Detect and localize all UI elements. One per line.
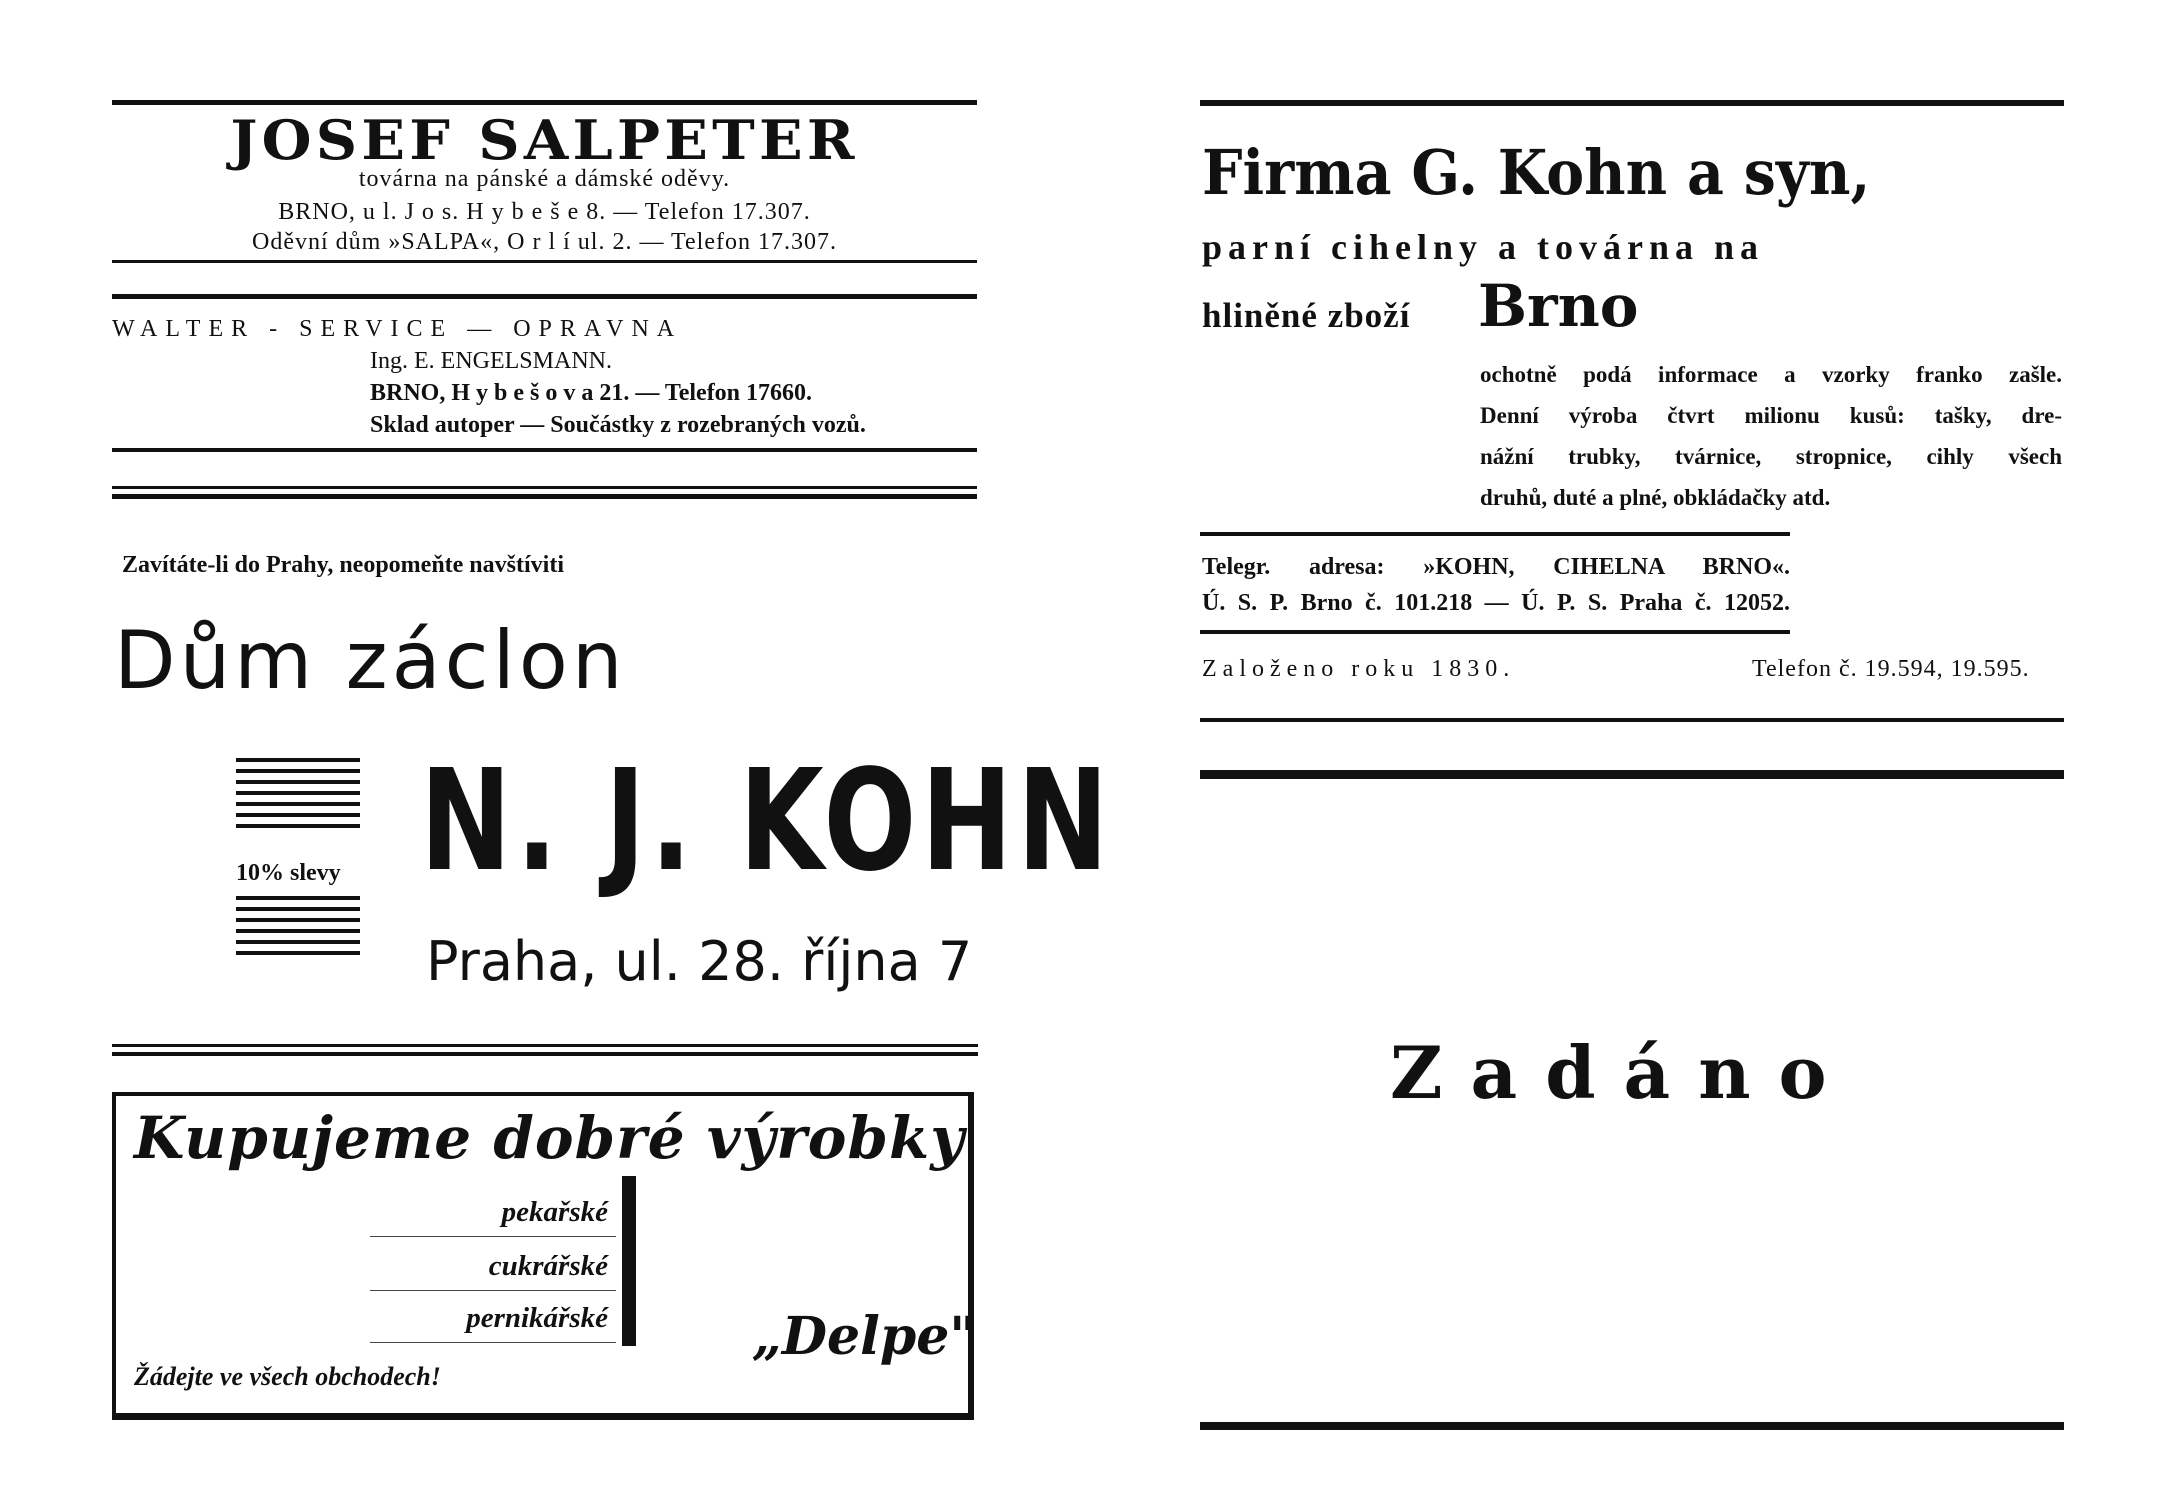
rule-double-2 <box>112 494 977 499</box>
gkohn-desc-2: Denní výroba čtvrt milionu kusů: tašky, dre- <box>1480 403 2062 428</box>
reserved-label: Zadáno <box>1390 1030 1855 1115</box>
gkohn-line-3: hliněné zboží <box>1202 296 1411 335</box>
salpeter-line-2: BRNO, u l. J o s. H y b e š e 8. — Telefon 17.307. <box>278 199 811 225</box>
gkohn-telegram: Telegr. adresa: »KOHN, CIHELNA BRNO«. <box>1202 554 1790 580</box>
gkohn-founded: Založeno roku 1830. <box>1202 656 1516 682</box>
gkohn-title: Firma G. Kohn a syn, <box>1202 136 1871 209</box>
walter-heading: WALTER - SERVICE — OPRAVNA <box>112 316 683 342</box>
delpe-brand: „Delpe" <box>752 1306 977 1367</box>
rule-bottom-right <box>1200 1422 2064 1430</box>
stripes-bottom <box>236 896 360 962</box>
nj-kohn-name: N. J. KOHN <box>420 740 1114 903</box>
kupujeme-separator-2 <box>370 1290 616 1291</box>
salpeter-line-1: továrna na pánské a dámské oděvy. <box>358 166 731 192</box>
walter-line-2: BRNO, H y b e š o v a 21. — Telefon 17660. <box>370 380 813 406</box>
kupujeme-item-1: pekařské <box>501 1196 608 1228</box>
gkohn-desc-4: druhů, duté a plné, obkládačky atd. <box>1480 485 1831 510</box>
gkohn-desc-1: ochotně podá informace a vzorky franko zašle. <box>1480 362 2062 387</box>
rule-gkohn-bottom-1 <box>1200 718 2064 722</box>
gkohn-desc-3: nážní trubky, tvárnice, stropnice, cihly všech <box>1480 444 2062 469</box>
kupujeme-item-3: pernikářské <box>466 1302 608 1334</box>
salpeter-line-3: Oděvní dům »SALPA«, O r l í ul. 2. — Telefon 17.307. <box>252 229 837 255</box>
gkohn-line-2: parní cihelny a továrna na <box>1202 227 1765 267</box>
walter-line-1: Ing. E. ENGELSMANN. <box>370 348 612 374</box>
rule-walter-bottom <box>112 448 977 452</box>
rule-double-1 <box>112 486 977 489</box>
kohn-address: Praha, ul. 28. října 7 <box>426 930 973 993</box>
rule-top-right <box>1200 100 2064 106</box>
gkohn-phone: Telefon č. 19.594, 19.595. <box>1752 656 2030 682</box>
salpeter-title: JOSEF SALPETER <box>230 108 859 172</box>
rule-double-4 <box>112 1052 978 1056</box>
kupujeme-item-2: cukrářské <box>488 1250 608 1282</box>
kohn-intro: Zavítáte-li do Prahy, neopomeňte navštíviti <box>122 552 564 578</box>
walter-line-3: Sklad autoper — Součástky z rozebraných vozů. <box>370 412 866 438</box>
rule-walter-top <box>112 294 977 299</box>
rule-gkohn-mid <box>1200 532 1790 536</box>
kupujeme-separator-3 <box>370 1342 616 1343</box>
rule-gkohn-bottom-2 <box>1200 770 2064 779</box>
kupujeme-separator-1 <box>370 1236 616 1237</box>
rule-gkohn-accounts <box>1200 630 1790 634</box>
kupujeme-title: Kupujeme dobré výrobky <box>134 1104 965 1172</box>
rule-top-left <box>112 100 977 105</box>
rule-salpeter-bottom <box>112 260 977 263</box>
gkohn-city: Brno <box>1478 272 1639 340</box>
stripes-top <box>236 758 360 835</box>
discount-label: 10% slevy <box>236 860 341 886</box>
kupujeme-vertical-bar <box>622 1176 636 1346</box>
dum-zaclon-headline: Dům záclon <box>114 614 627 707</box>
rule-double-3 <box>112 1044 978 1047</box>
kupujeme-footer: Žádejte ve všech obchodech! <box>134 1362 441 1391</box>
gkohn-accounts: Ú. S. P. Brno č. 101.218 — Ú. P. S. Praha č. 12052. <box>1202 590 1790 616</box>
